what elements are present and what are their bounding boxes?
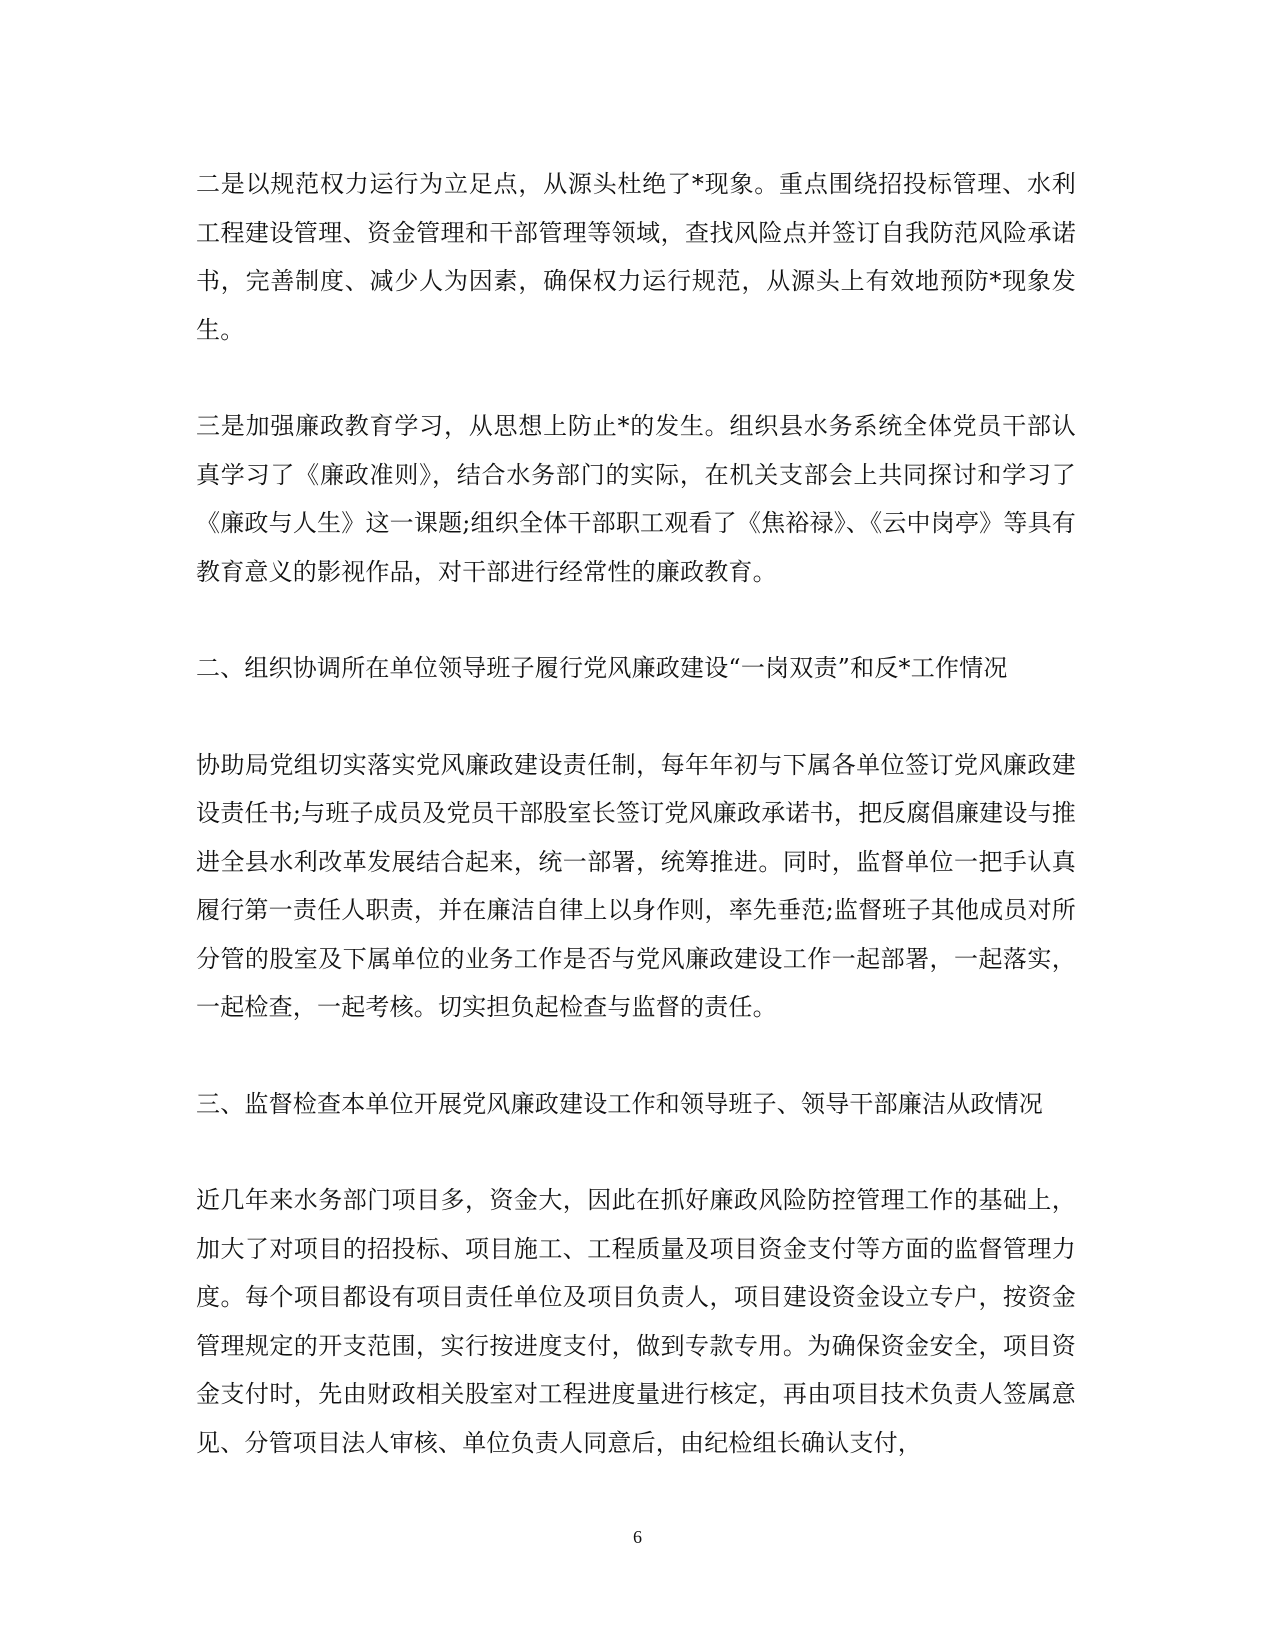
paragraph-spacer xyxy=(196,1032,1076,1080)
page-number: 6 xyxy=(633,1527,642,1547)
paragraph-spacer xyxy=(196,1128,1076,1176)
paragraph-source-prevention: 二是以规范权力运行为立足点，从源头杜绝了*现象。重点围绕招投标管理、水利工程建设管理、资金管理和干部管理等领域，查找风险点并签订自我防范风险承诺书，完善制度、减少人为因素，确保权力运行规范，从源头上有效地预防*现象发生。 xyxy=(196,170,1076,344)
paragraph-spacer xyxy=(196,596,1076,644)
paragraph-project-supervision: 近几年来水务部门项目多，资金大，因此在抓好廉政风险防控管理工作的基础上，加大了对项目的招投标、项目施工、工程质量及项目资金支付等方面的监督管理力度。每个项目都设有项目责任单位及项目负责人，项目建设资金设立专户，按资金管理规定的开支范围，实行按进度支付，做到专款专用。为确保资金安全，项目资金支付时，先由财政相关股室对工程进度量进行核定，再由项目技术负责人签属意见、分管项目法人审核、单位负责人同意后，由纪检组长确认支付， xyxy=(196,1186,1076,1457)
paragraph-spacer xyxy=(196,354,1076,402)
section-heading-three: 三、监督检查本单位开展党风廉政建设工作和领导班子、领导干部廉洁从政情况 xyxy=(196,1089,1043,1118)
document-body xyxy=(196,160,1076,1467)
paragraph-responsibility-system: 协助局党组切实落实党风廉政建设责任制，每年年初与下属各单位签订党风廉政建设责任书;与班子成员及党员干部股室长签订党风廉政承诺书，把反腐倡廉建设与推进全县水利改革发展结合起来，统一部署，统筹推进。同时，监督单位一把手认真履行第一责任人职责，并在廉洁自律上以身作则，率先垂范;监督班子其他成员对所分管的股室及下属单位的业务工作是否与党风廉政建设工作一起部署，一起落实，一起检查，一起考核。切实担负起检查与监督的责任。 xyxy=(196,750,1076,1021)
paragraph-integrity-education: 三是加强廉政教育学习，从思想上防止*的发生。组织县水务系统全体党员干部认真学习了《廉政准则》，结合水务部门的实际，在机关支部会上共同探讨和学习了《廉政与人生》这一课题;组织全体干部职工观看了《焦裕禄》、《云中岗亭》等具有教育意义的影视作品，对干部进行经常性的廉政教育。 xyxy=(196,412,1076,586)
section-heading-two: 二、组织协调所在单位领导班子履行党风廉政建设“一岗双责”和反*工作情况 xyxy=(196,654,1008,682)
paragraph-spacer xyxy=(196,693,1076,741)
